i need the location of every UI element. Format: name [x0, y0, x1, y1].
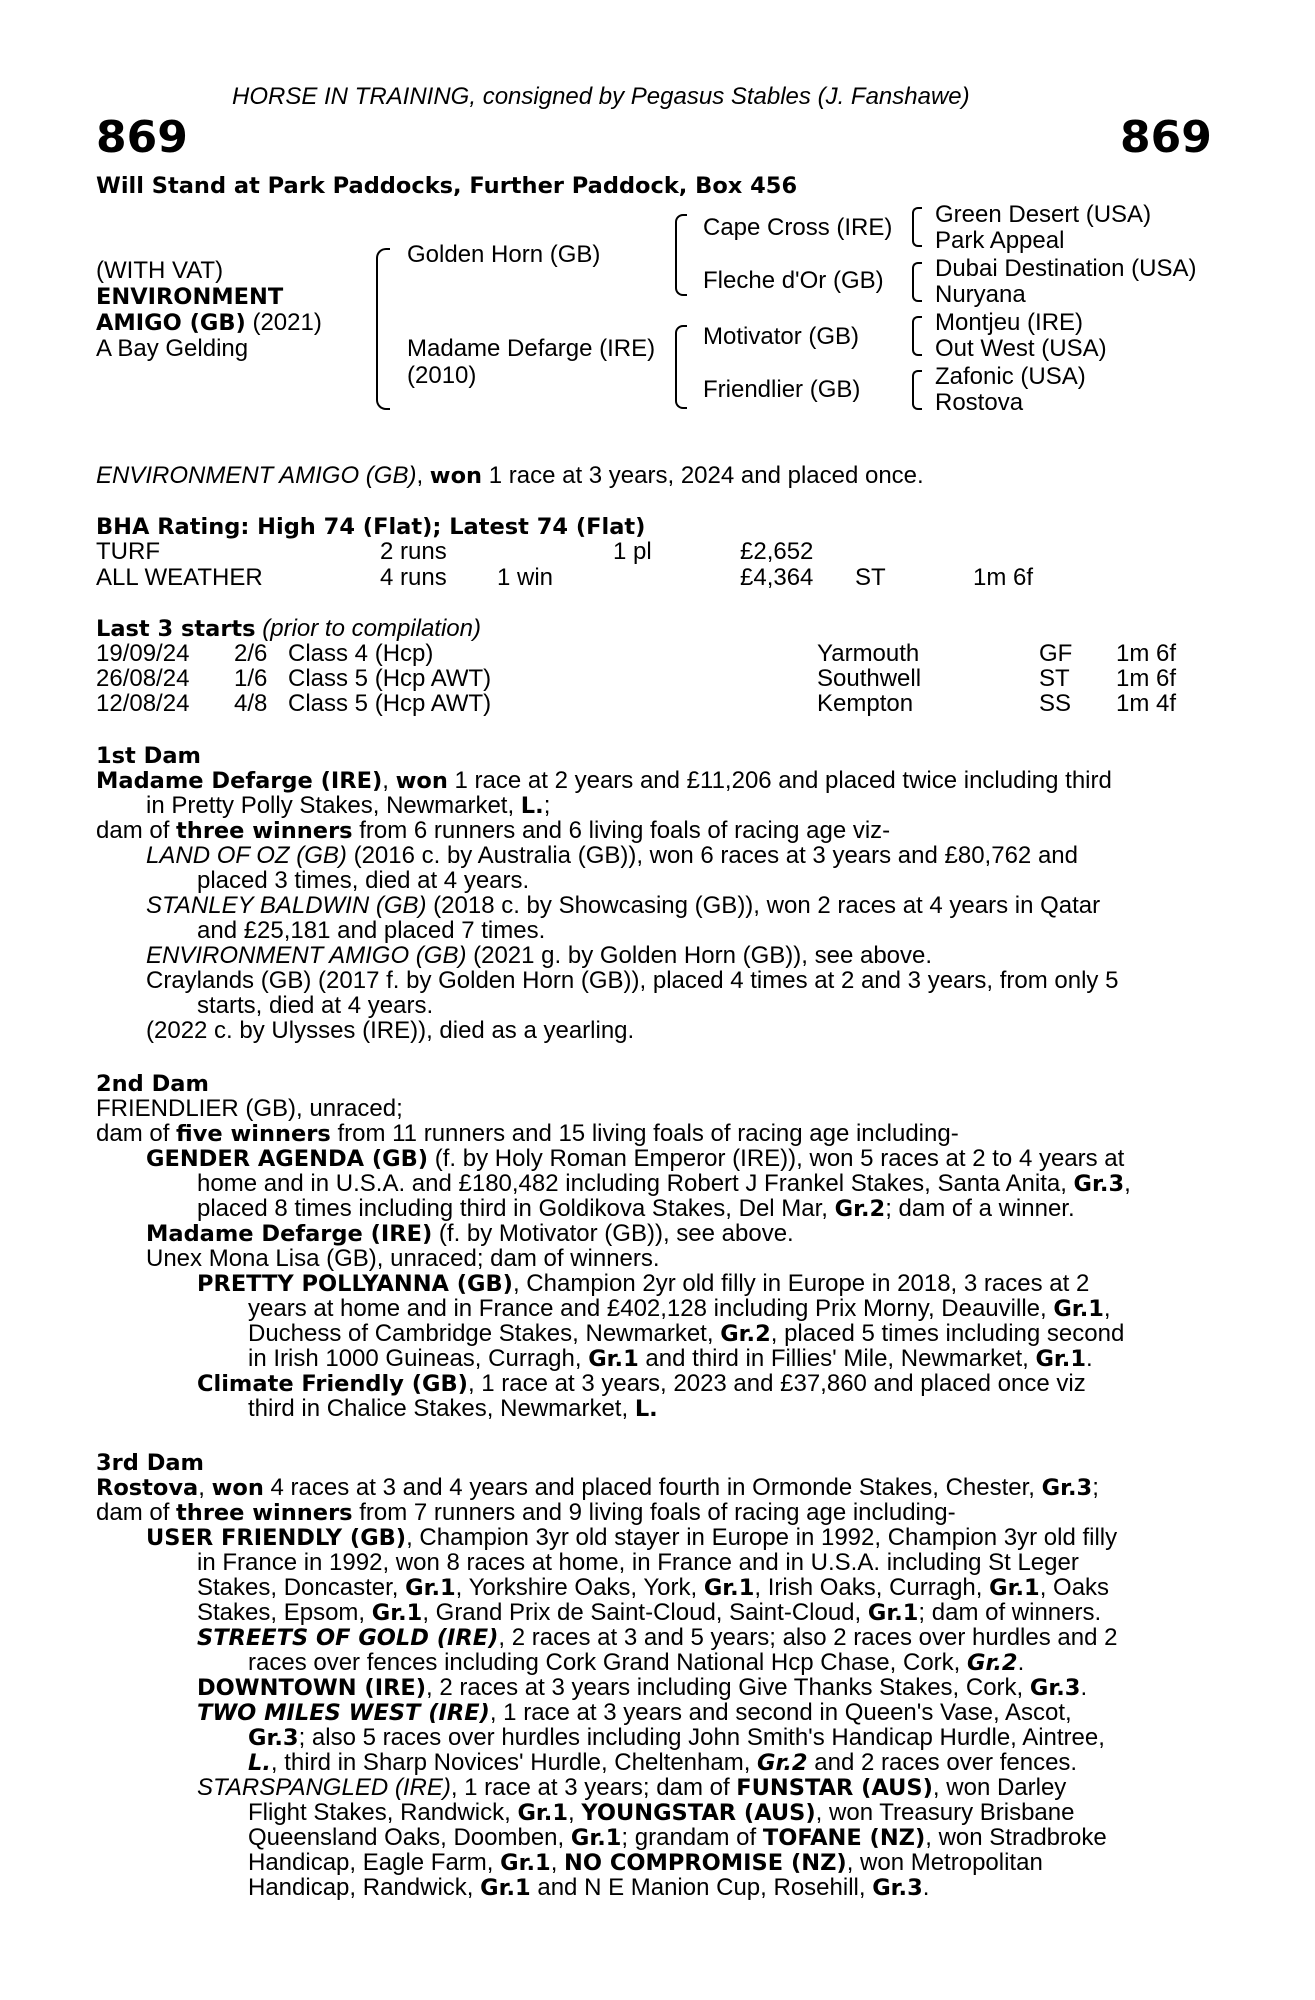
start-distance: 1m 6f — [1116, 665, 1177, 692]
pedigree-brace-main — [376, 248, 390, 410]
dam2-gender-agenda-l2: home and in U.S.A. and £180,482 including Robert J Frankel Stakes, Santa Anita, Gr.3, — [197, 1170, 1131, 1197]
pedigree-dam: Madame Defarge (IRE) — [407, 335, 656, 362]
start-date: 26/08/24 — [96, 665, 190, 692]
start-class: Class 4 (Hcp) — [288, 640, 434, 667]
start-going: SS — [1039, 690, 1072, 717]
dam3-heading: 3rd Dam — [96, 1450, 204, 1476]
start-going: ST — [1039, 665, 1070, 692]
rating-prize: £4,364 — [740, 564, 814, 591]
dam3-downtown: DOWNTOWN (IRE), 2 races at 3 years including Give Thanks Stakes, Cork, Gr.3. — [197, 1674, 1088, 1701]
pedigree-dam-year: (2010) — [407, 362, 477, 389]
dam1-foal4: Craylands (GB) (2017 f. by Golden Horn (GB)), placed 4 times at 2 and 3 years, from only 5 — [146, 967, 1119, 994]
dam3-sg-l2: races over fences including Cork Grand National Hcp Chase, Cork, Gr.2. — [248, 1649, 1025, 1676]
start-position: 2/6 — [234, 640, 268, 667]
dam1-damof: dam of three winners from 6 runners and 6 living foals of racing age viz- — [96, 817, 891, 844]
dam2-heading: 2nd Dam — [96, 1071, 209, 1097]
start-position: 1/6 — [234, 665, 268, 692]
dam1-line2: in Pretty Polly Stakes, Newmarket, L.; — [146, 792, 551, 819]
rating-placed: 1 pl — [613, 538, 652, 565]
lot-number-right: 869 — [1120, 112, 1212, 163]
dam2-pp-l2: years at home and in France and £402,128 including Prix Morny, Deauville, Gr.1, — [248, 1295, 1111, 1322]
pedigree-brace-g4 — [912, 370, 922, 410]
dam3-ss-l4: Handicap, Eagle Farm, Gr.1, NO COMPROMISE (NZ), won Metropolitan — [248, 1849, 1043, 1876]
rating-wins: 1 win — [497, 564, 554, 591]
pedigree-sire-sire: Cape Cross (IRE) — [703, 214, 893, 241]
dam3-line1: Rostova, won 4 races at 3 and 4 years and placed fourth in Ormonde Stakes, Chester, Gr.3; — [96, 1474, 1099, 1501]
rating-surface: TURF — [96, 538, 160, 565]
dam2-damof: dam of five winners from 11 runners and 15 living foals of racing age including- — [96, 1120, 959, 1147]
pedigree-g4: Nuryana — [935, 281, 1026, 308]
pedigree-dam-sire: Motivator (GB) — [703, 323, 860, 350]
lot-number-left: 869 — [96, 112, 188, 163]
pedigree-brace-g3 — [912, 316, 922, 356]
vat-note: (WITH VAT) — [96, 257, 224, 284]
dam2-gender-agenda: GENDER AGENDA (GB) (f. by Holy Roman Emperor (IRE)), won 5 races at 2 to 4 years at — [146, 1145, 1125, 1172]
rating-surface: ALL WEATHER — [96, 564, 263, 591]
start-date: 12/08/24 — [96, 690, 190, 717]
dam2-pp-l3: Duchess of Cambridge Stakes, Newmarket, Gr.2, placed 5 times including second — [248, 1320, 1125, 1347]
horse-name-line2: AMIGO (GB) (2021) — [96, 309, 322, 336]
pedigree-brace-g1 — [912, 207, 922, 247]
pedigree-g1: Green Desert (USA) — [935, 201, 1152, 228]
start-distance: 1m 4f — [1116, 690, 1177, 717]
dam2-unex: Unex Mona Lisa (GB), unraced; dam of winners. — [146, 1245, 660, 1272]
dam3-two-miles-west: TWO MILES WEST (IRE), 1 race at 3 years and second in Queen's Vase, Ascot, — [197, 1699, 1072, 1726]
consignment-line: HORSE IN TRAINING, consigned by Pegasus Stables (J. Fanshawe) — [232, 83, 970, 110]
pedigree-g6: Out West (USA) — [935, 335, 1107, 362]
pedigree-dam-dam: Friendlier (GB) — [703, 376, 861, 403]
dam2-cf-l2: third in Chalice Stakes, Newmarket, L. — [248, 1395, 658, 1422]
dam3-ss-l2: Flight Stakes, Randwick, Gr.1, YOUNGSTAR (AUS), won Treasury Brisbane — [248, 1799, 1075, 1826]
dam1-foal1-cont: placed 3 times, died at 4 years. — [197, 867, 530, 894]
rating-runs: 4 runs — [380, 564, 447, 591]
dam2-climate-friendly: Climate Friendly (GB), 1 race at 3 years, 2023 and £37,860 and placed once viz — [197, 1370, 1086, 1397]
rating-prize: £2,652 — [740, 538, 814, 565]
pedigree-brace-sire — [675, 214, 687, 296]
rating-distance: 1m 6f — [973, 564, 1034, 591]
bha-rating-title: BHA Rating: High 74 (Flat); Latest 74 (Flat) — [96, 514, 646, 540]
rating-runs: 2 runs — [380, 538, 447, 565]
pedigree-g7: Zafonic (USA) — [935, 363, 1086, 390]
stand-location: Will Stand at Park Paddocks, Further Paddock, Box 456 — [96, 173, 798, 199]
dam2-madame-defarge: Madame Defarge (IRE) (f. by Motivator (GB)), see above. — [146, 1220, 794, 1247]
horse-description: A Bay Gelding — [96, 335, 249, 362]
dam3-uf-l3: Stakes, Doncaster, Gr.1, Yorkshire Oaks, York, Gr.1, Irish Oaks, Curragh, Gr.1, Oaks — [197, 1574, 1110, 1601]
dam3-tm-l2: Gr.3; also 5 races over hurdles including John Smith's Handicap Hurdle, Aintree, — [248, 1724, 1105, 1751]
start-date: 19/09/24 — [96, 640, 190, 667]
dam2-gender-agenda-l3: placed 8 times including third in Goldikova Stakes, Del Mar, Gr.2; dam of a winner. — [197, 1195, 1075, 1222]
start-going: GF — [1039, 640, 1073, 667]
start-position: 4/8 — [234, 690, 268, 717]
dam3-damof: dam of three winners from 7 runners and 9 living foals of racing age including- — [96, 1499, 956, 1526]
pedigree-g2: Park Appeal — [935, 227, 1065, 254]
dam3-starspangled: STARSPANGLED (IRE), 1 race at 3 years; dam of FUNSTAR (AUS), won Darley — [197, 1774, 1067, 1801]
dam2-pretty-pollyanna: PRETTY POLLYANNA (GB), Champion 2yr old filly in Europe in 2018, 3 races at 2 — [197, 1270, 1090, 1297]
start-class: Class 5 (Hcp AWT) — [288, 665, 492, 692]
pedigree-brace-g2 — [912, 262, 922, 302]
start-course: Kempton — [817, 690, 914, 717]
pedigree-sire: Golden Horn (GB) — [407, 241, 601, 268]
pedigree-g5: Montjeu (IRE) — [935, 309, 1084, 336]
dam2-line1: FRIENDLIER (GB), unraced; — [96, 1095, 403, 1122]
dam1-foal5: (2022 c. by Ulysses (IRE)), died as a yearling. — [146, 1017, 635, 1044]
race-summary: ENVIRONMENT AMIGO (GB), won 1 race at 3 years, 2024 and placed once. — [96, 462, 924, 489]
dam1-foal2-cont: and £25,181 and placed 7 times. — [197, 917, 546, 944]
dam3-tm-l3: L., third in Sharp Novices' Hurdle, Cheltenham, Gr.2 and 2 races over fences. — [248, 1749, 1078, 1776]
start-course: Yarmouth — [817, 640, 920, 667]
start-course: Southwell — [817, 665, 922, 692]
start-distance: 1m 6f — [1116, 640, 1177, 667]
pedigree-g3: Dubai Destination (USA) — [935, 255, 1197, 282]
dam1-foal3: ENVIRONMENT AMIGO (GB) (2021 g. by Golden Horn (GB)), see above. — [146, 942, 933, 969]
dam3-ss-l5: Handicap, Randwick, Gr.1 and N E Manion Cup, Rosehill, Gr.3. — [248, 1874, 930, 1901]
dam1-foal1: LAND OF OZ (GB) (2016 c. by Australia (GB)), won 6 races at 3 years and £80,762 and — [146, 842, 1078, 869]
pedigree-g8: Rostova — [935, 389, 1024, 416]
dam1-line1: Madame Defarge (IRE), won 1 race at 2 years and £11,206 and placed twice including third — [96, 767, 1112, 794]
dam1-heading: 1st Dam — [96, 743, 201, 769]
dam3-uf-l2: in France in 1992, won 8 races at home, in France and in U.S.A. including St Leger — [197, 1549, 1079, 1576]
pedigree-brace-dam — [675, 325, 687, 409]
dam3-uf-l4: Stakes, Epsom, Gr.1, Grand Prix de Saint-Cloud, Saint-Cloud, Gr.1; dam of winners. — [197, 1599, 1102, 1626]
start-class: Class 5 (Hcp AWT) — [288, 690, 492, 717]
dam1-foal4-cont: starts, died at 4 years. — [197, 992, 434, 1019]
dam1-foal2: STANLEY BALDWIN (GB) (2018 c. by Showcasing (GB)), won 2 races at 4 years in Qatar — [146, 892, 1101, 919]
pedigree-sire-dam: Fleche d'Or (GB) — [703, 267, 884, 294]
last-starts-title: Last 3 starts (prior to compilation) — [96, 615, 481, 642]
dam2-pp-l4: in Irish 1000 Guineas, Curragh, Gr.1 and third in Fillies' Mile, Newmarket, Gr.1. — [248, 1345, 1093, 1372]
rating-going: ST — [855, 564, 886, 591]
dam3-ss-l3: Queensland Oaks, Doomben, Gr.1; grandam of TOFANE (NZ), won Stradbroke — [248, 1824, 1107, 1851]
dam3-user-friendly: USER FRIENDLY (GB), Champion 3yr old stayer in Europe in 1992, Champion 3yr old filly — [146, 1524, 1118, 1551]
horse-name-line1: ENVIRONMENT — [96, 284, 284, 310]
dam3-streets-of-gold: STREETS OF GOLD (IRE), 2 races at 3 and 5 years; also 2 races over hurdles and 2 — [197, 1624, 1118, 1651]
